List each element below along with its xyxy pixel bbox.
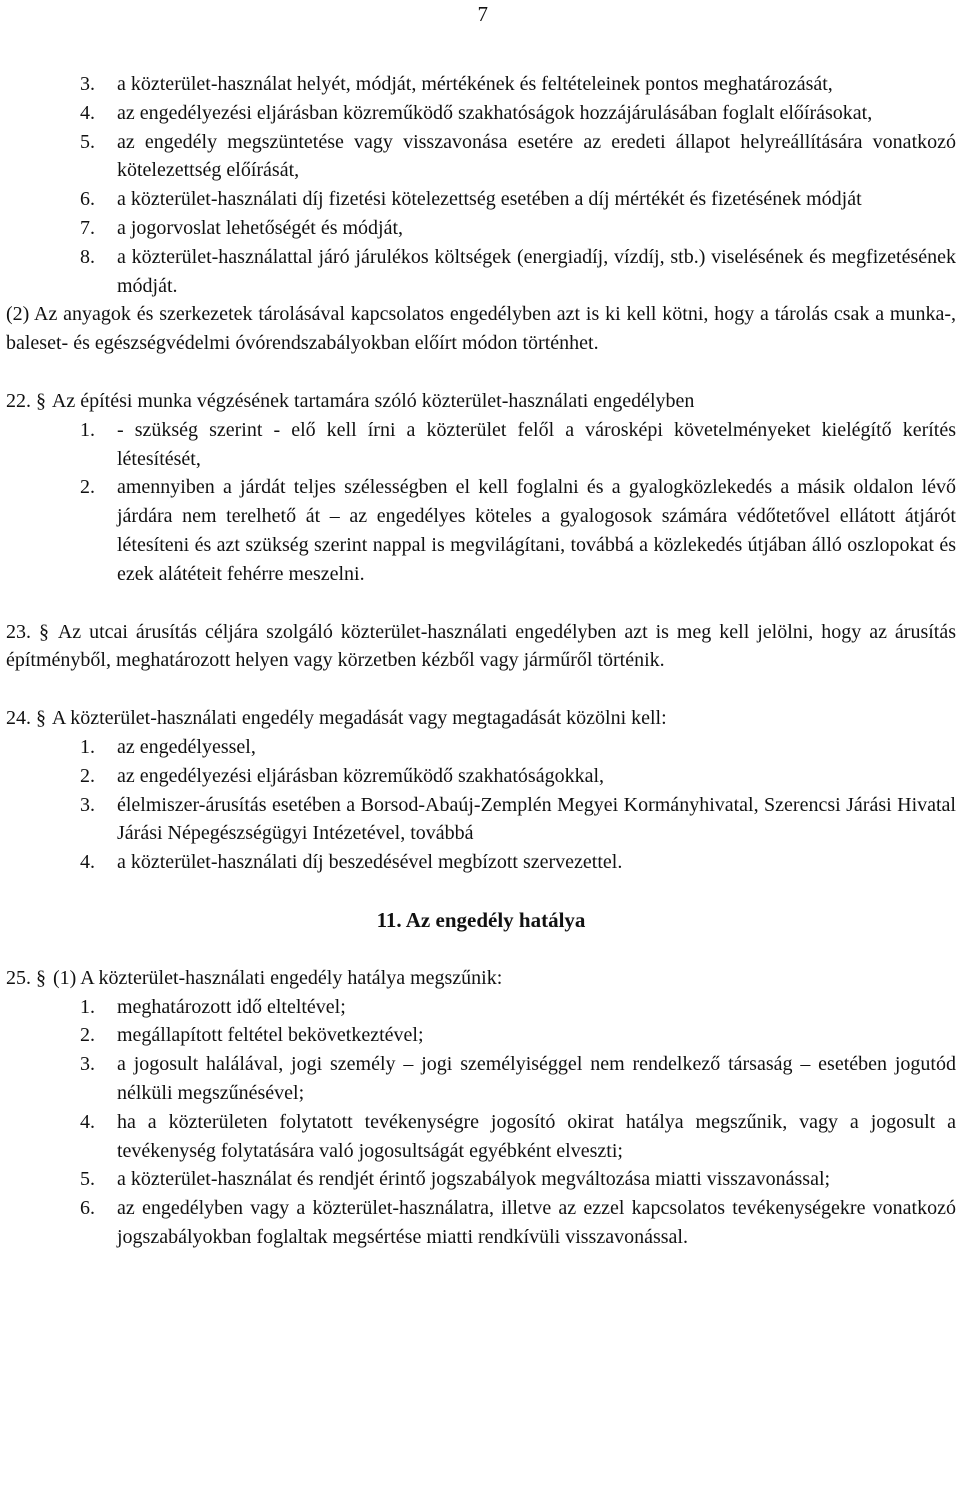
list-item-text: az engedélyessel,: [117, 735, 256, 758]
list-item: [6, 762, 956, 791]
list-item-number: 5.: [80, 1168, 95, 1191]
list-item: [6, 848, 956, 877]
section-24: [6, 704, 956, 877]
section-25-heading: [6, 964, 956, 993]
list-item: [6, 243, 956, 301]
list-item: [6, 993, 956, 1022]
section-number: 23.: [6, 620, 31, 643]
list-item-text: a jogorvoslat lehetőségét és módját,: [117, 216, 404, 239]
list-item-number: 2.: [80, 764, 95, 787]
section-24-heading: [6, 704, 956, 733]
section-symbol: §: [36, 966, 46, 989]
paragraph-2: (2) Az anyagok és szerkezetek tárolásával kapcsolatos engedélyben azt is ki kell kötni, hogy a tárolás csak a munka-, baleset- és egészségvédelmi óvórendszabályokban előírt módon történhet.: [6, 303, 956, 355]
list-item-number: 8.: [80, 245, 95, 268]
list-item: [6, 128, 956, 186]
list-item-number: 1.: [80, 418, 95, 441]
section-symbol: §: [36, 707, 46, 730]
list-item: [6, 70, 956, 99]
list-item-text: az engedélyezési eljárásban közreműködő szakhatóságok hozzájárulásában foglalt előírásokat,: [117, 101, 873, 124]
list-item-text: a közterület-használat helyét, módját, mértékének és feltételeinek pontos meghatározását,: [117, 73, 833, 95]
list-item-text: ha a közterületen folytatott tevékenységre jogosító okirat hatálya megszűnik, vagy a jogosult a tevékenység folytatására való jogosultságát egyébként elveszti;: [117, 1110, 956, 1162]
list-item: [6, 1021, 956, 1050]
list-item-text: a közterület-használat és rendjét érintő jogszabályok megváltozása miatti visszavonással;: [117, 1168, 831, 1191]
list-item: [6, 473, 956, 588]
list-item-number: 1.: [80, 995, 95, 1018]
list-item-text: megállapított feltétel bekövetkeztével;: [117, 1024, 424, 1047]
list-item-number: 6.: [80, 1197, 95, 1220]
list-item-text: élelmiszer-árusítás esetében a Borsod-Abaúj-Zemplén Megyei Kormányhivatal, Szerencsi Járási Hivatal Járási Népegészségügyi Intézetével, továbbá: [117, 793, 956, 845]
list-item: [6, 99, 956, 128]
section-symbol: §: [38, 620, 49, 643]
conditions-list: [6, 70, 956, 300]
list-item-number: 1.: [80, 735, 95, 758]
page-number: 7: [477, 2, 488, 26]
list-item-text: a jogosult halálával, jogi személy – jogi személyiséggel nem rendelkező társaság – esetében jogutód nélküli megszűnésével;: [117, 1053, 956, 1104]
section-text: Az építési munka végzésének tartamára szóló közterület-használati engedélyben: [51, 389, 695, 412]
list-item-text: amennyiben a járdát teljes szélességben el kell foglalni és a gyalogközlekedés a másik oldalon lévő járdára nem terelhető át – az engedélyes köteles a gyalogosok számára védőtetővel ellátott átjárót létesíteni és azt szükség szerint nappal is megvilágítani, továbbá a közlekedés útjában álló oszlopokat és ezek alátéteit fehérre meszelni.: [117, 476, 956, 585]
section-symbol: §: [36, 389, 46, 412]
section-22: [6, 387, 956, 589]
section-22-heading: [6, 387, 956, 416]
list-item-number: 6.: [80, 188, 95, 211]
section-text: (1) A közterület-használati engedély hatálya megszűnik:: [53, 966, 503, 989]
list-item-number: 4.: [80, 101, 95, 124]
list-item-number: 3.: [80, 1053, 95, 1076]
section-text: A közterület-használati engedély megadását vagy megtagadását közölni kell:: [51, 707, 667, 730]
section-text: Az utcai árusítás céljára szolgáló közterület-használati engedélyben azt is meg kell jelölni, hogy az árusítás építményből, meghatározott helyen vagy körzetben kézből vagy járműről történik.: [6, 620, 956, 672]
list-item: [6, 733, 956, 762]
chapter-heading: 11. Az engedély hatálya: [376, 907, 586, 932]
section-25: [6, 964, 956, 1252]
section-23: [6, 618, 956, 676]
list-item-text: az engedélyben vagy a közterület-használatra, illetve az ezzel kapcsolatos tevékenységekre vonatkozó jogszabályokban foglaltak megsértése miatti rendkívüli visszavonással.: [117, 1197, 956, 1248]
list-item-number: 7.: [80, 216, 95, 239]
list-item: [6, 791, 956, 849]
list-item: [6, 1194, 956, 1252]
section-number: 22.: [6, 389, 31, 412]
list-item-number: 3.: [80, 793, 95, 816]
list-item-text: a közterület-használati díj fizetési kötelezettség esetében a díj mértékét és fizetésének módját: [117, 188, 862, 211]
list-item: [6, 1108, 956, 1166]
list-item-text: az engedély megszüntetése vagy visszavonása esetére az eredeti állapot helyreállítására vonatkozó kötelezettség előírását,: [117, 130, 956, 182]
list-item-text: a közterület-használati díj beszedésével megbízott szervezettel.: [117, 851, 623, 874]
list-item: [6, 214, 956, 243]
section-number: 24.: [6, 707, 31, 730]
list-item: [6, 1165, 956, 1194]
list-item-number: 2.: [80, 1024, 95, 1047]
list-item-number: 4.: [80, 1110, 95, 1133]
list-item-number: 4.: [80, 851, 95, 874]
list-item-number: 2.: [80, 476, 95, 499]
list-item-text: meghatározott idő elteltével;: [117, 995, 346, 1018]
list-item-number: 3.: [80, 73, 95, 95]
list-item-text: a közterület-használattal járó járulékos költségek (energiadíj, vízdíj, stb.) viselésének és megfizetésének módját.: [117, 245, 956, 297]
section-number: 25.: [6, 966, 31, 989]
list-item-text: az engedélyezési eljárásban közreműködő szakhatóságokkal,: [117, 764, 605, 787]
list-item-number: 5.: [80, 130, 95, 153]
list-item-text: - szükség szerint - elő kell írni a közterület felől a városképi követelményeket kielégítő kerítés létesítését,: [117, 418, 956, 470]
document-body: [6, 70, 956, 1252]
list-item: [6, 1050, 956, 1108]
list-item: [6, 185, 956, 214]
list-item: [6, 416, 956, 474]
